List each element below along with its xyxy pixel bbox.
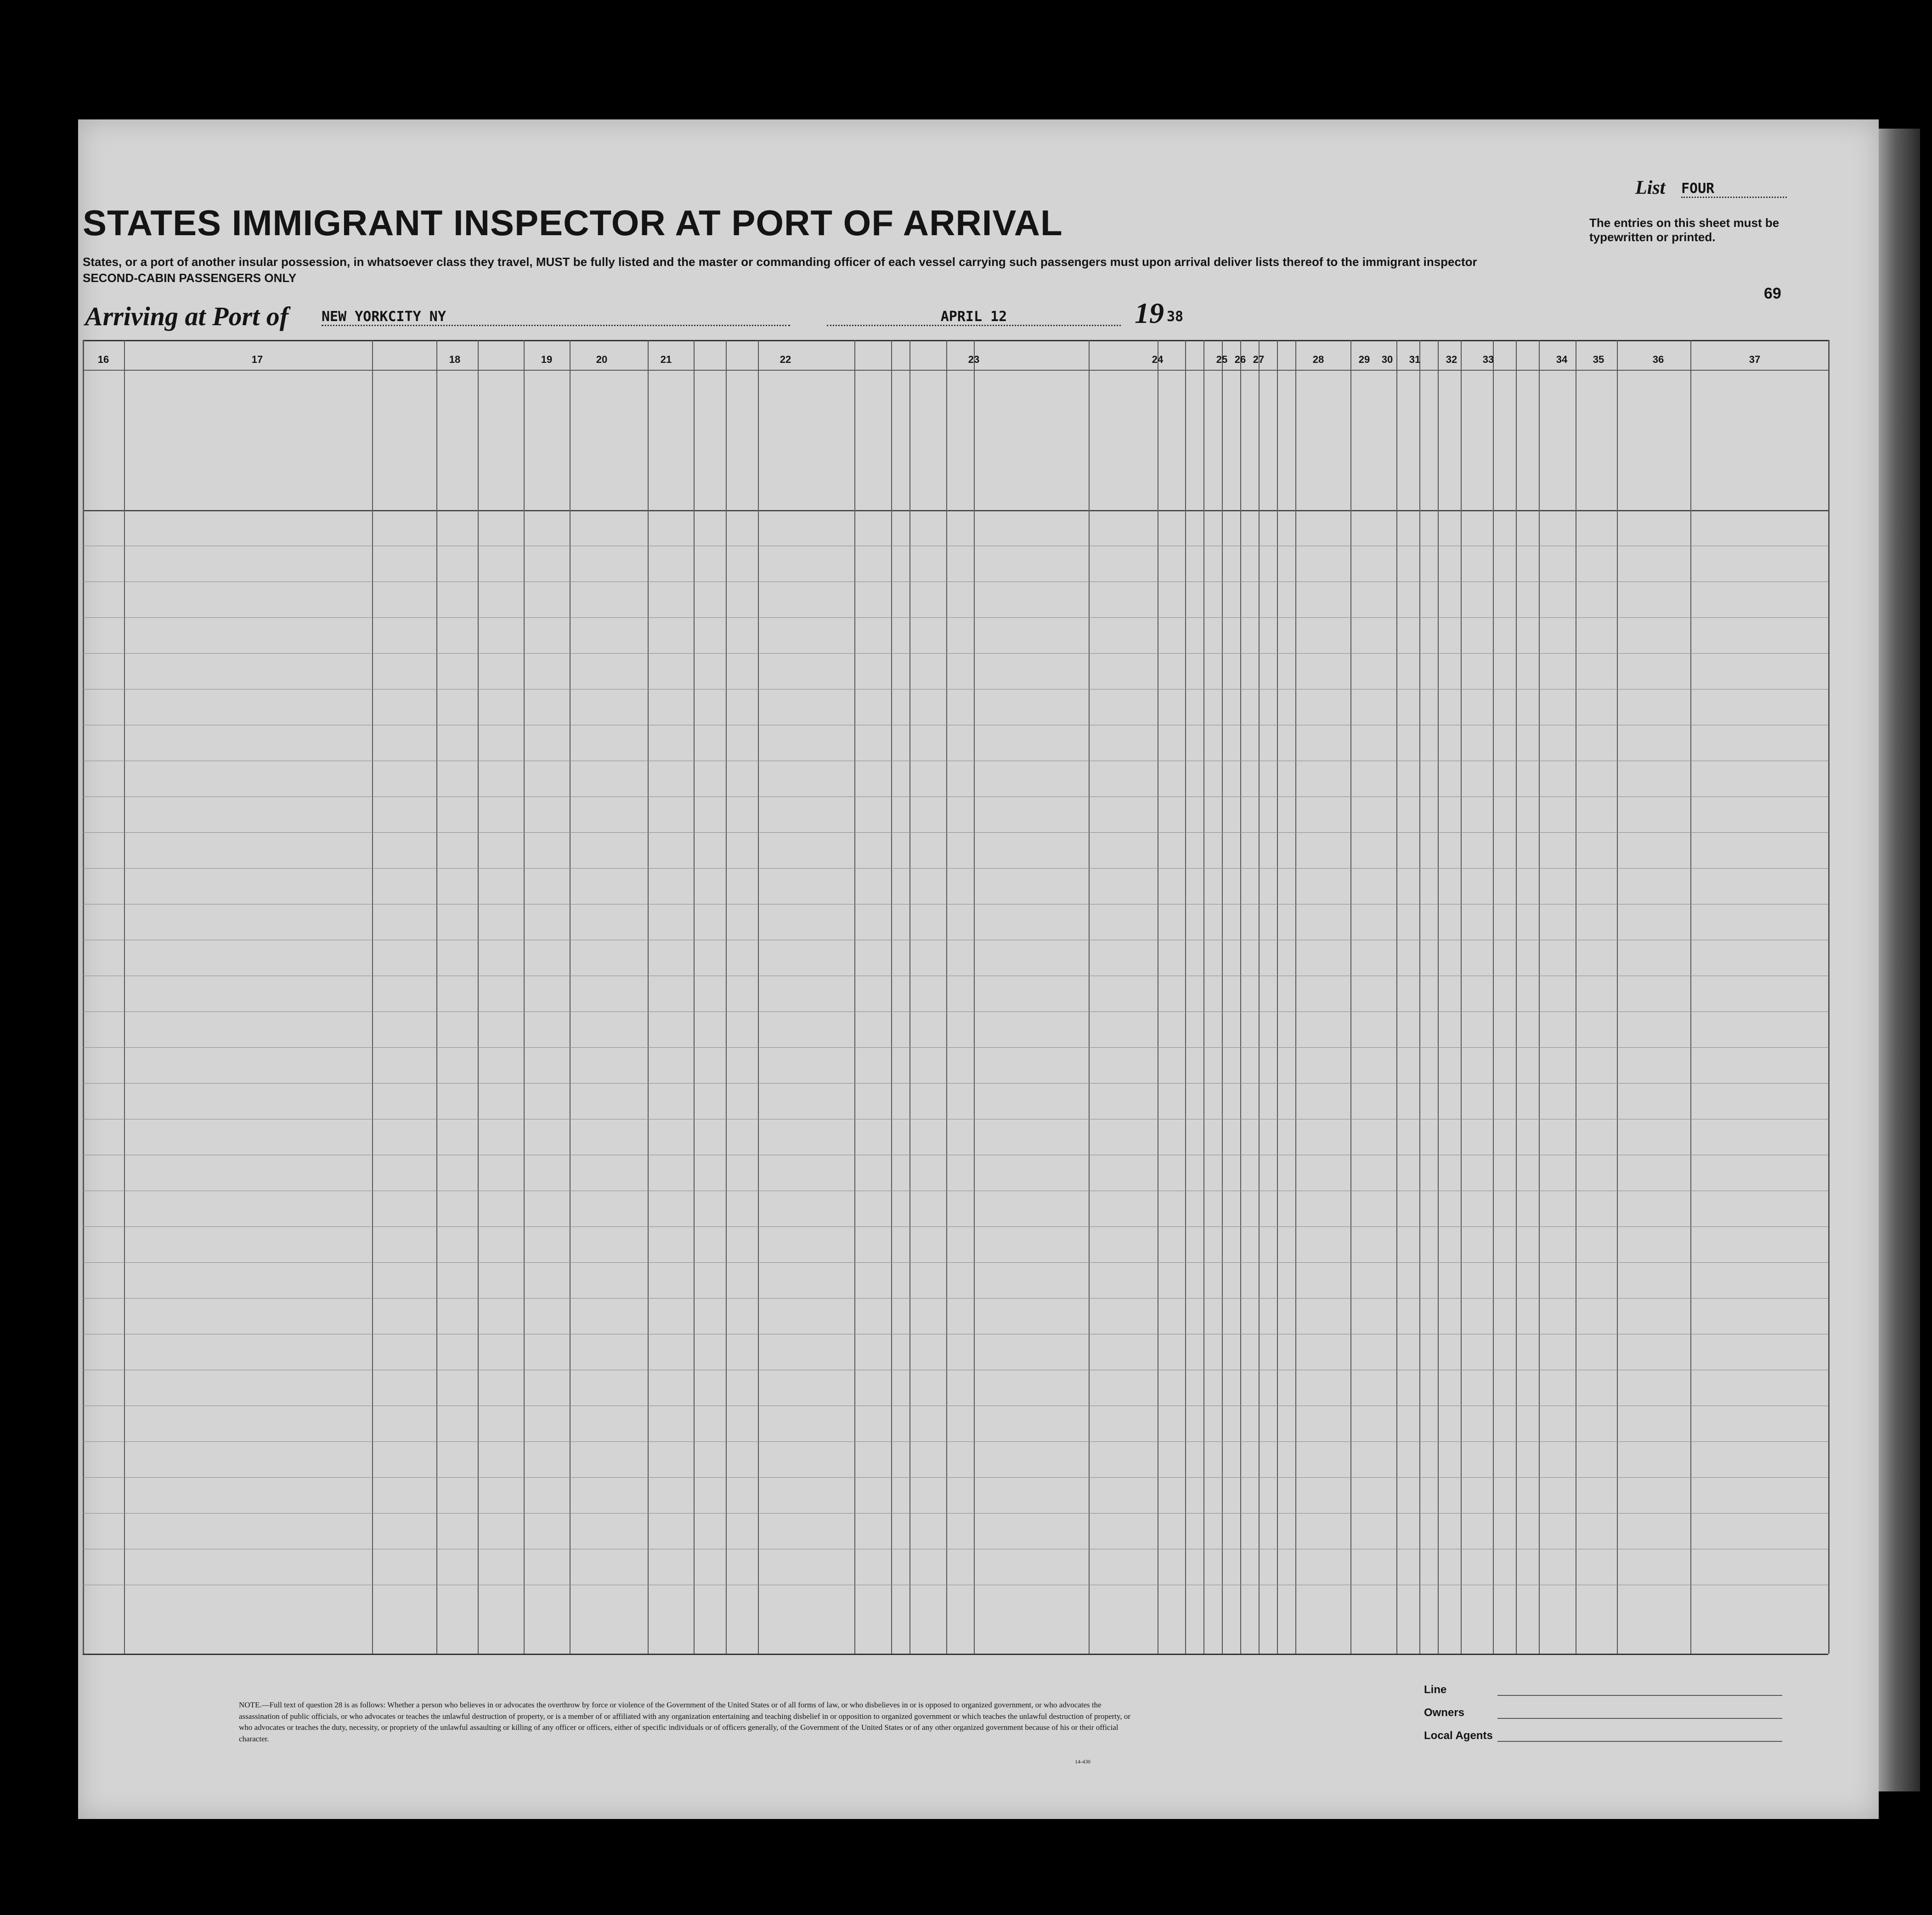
header-top-rule: [83, 340, 1828, 341]
column-number: 21: [660, 354, 672, 365]
list-label: List: [1635, 177, 1666, 198]
column-number: 28: [1312, 354, 1324, 365]
year-suffix: 38: [1167, 309, 1184, 325]
row-rule: [83, 832, 1828, 833]
year-prefix: 19: [1135, 297, 1164, 329]
form-number: 14-430: [1075, 1758, 1090, 1765]
punch-hole: [46, 317, 72, 343]
row-rule: [83, 1011, 1828, 1012]
typewritten-note: The entries on this sheet must be typewritten or printed.: [1589, 216, 1779, 244]
column-number: 37: [1749, 354, 1761, 365]
rotated-column-header: [1135, 381, 1153, 505]
row-rule: [83, 1477, 1828, 1478]
class-line: SECOND-CABIN PASSENGERS ONLY: [83, 271, 297, 285]
column-divider: [758, 340, 759, 1654]
row-rule: [83, 617, 1828, 618]
agents-field: [1497, 1741, 1782, 1742]
row-rule: [83, 653, 1828, 654]
arriving-label: Arriving at Port of: [85, 301, 289, 331]
rotated-column-header: [1261, 381, 1279, 505]
row-rule: [83, 1083, 1828, 1084]
column-divider: [1222, 340, 1223, 1654]
column-number: 22: [780, 354, 791, 365]
owners-label: Owners: [1424, 1706, 1465, 1719]
column-divider: [1203, 340, 1204, 1654]
page-title: STATES IMMIGRANT INSPECTOR AT PORT OF ARRIVAL: [83, 203, 1063, 243]
agents-label: Local Agents: [1424, 1729, 1493, 1742]
column-divider: [124, 340, 125, 1654]
sheet-number: 69: [1764, 285, 1781, 302]
column-number: 20: [596, 354, 608, 365]
column-divider: [1539, 340, 1540, 1654]
column-divider: [1516, 340, 1517, 1654]
column-number: 18: [449, 354, 461, 365]
column-number: 30: [1381, 354, 1393, 365]
row-rule: [83, 1262, 1828, 1263]
row-rule: [83, 1047, 1828, 1048]
column-divider: [1259, 340, 1260, 1654]
punch-hole: [46, 1171, 72, 1197]
column-number: 17: [251, 354, 263, 365]
column-divider: [372, 340, 373, 1654]
row-rule: [83, 1226, 1828, 1227]
column-number: 33: [1482, 354, 1494, 365]
column-divider: [891, 340, 892, 1654]
column-divider: [570, 340, 571, 1654]
rotated-column-header: [1353, 381, 1371, 505]
column-divider: [974, 340, 975, 1654]
owners-field: [1497, 1718, 1782, 1719]
column-divider: [946, 340, 947, 1654]
column-divider: [436, 340, 437, 1654]
rotated-column-header: [730, 377, 749, 501]
column-number: 23: [968, 354, 980, 365]
column-number: 27: [1253, 354, 1265, 365]
row-rule: [83, 1298, 1828, 1299]
column-divider: [1089, 340, 1090, 1654]
column-divider: [1185, 340, 1186, 1654]
column-number: 35: [1593, 354, 1604, 365]
column-divider: [854, 340, 855, 1654]
column-number: 34: [1556, 354, 1568, 365]
column-divider: [1295, 340, 1296, 1654]
column-divider: [694, 340, 695, 1654]
rotated-column-header: [1162, 381, 1181, 505]
rotated-column-header: [1300, 381, 1318, 505]
column-number: 29: [1358, 354, 1370, 365]
port-field: NEW YORKCITY NY: [322, 309, 790, 326]
punch-hole: [46, 1488, 72, 1514]
rotated-column-header: [528, 377, 547, 501]
column-divider: [648, 340, 649, 1654]
row-rule: [83, 1441, 1828, 1442]
table-bottom-rule: [83, 1654, 1828, 1655]
rotated-column-header: [1243, 381, 1261, 505]
column-number-rule: [83, 370, 1828, 371]
rotated-column-header: [1189, 381, 1207, 505]
rotated-column-header: [1399, 381, 1417, 505]
manifest-table: [83, 340, 1828, 1654]
column-divider: [1493, 340, 1494, 1654]
column-number: 24: [1152, 354, 1164, 365]
column-divider: [83, 340, 84, 1654]
column-divider: [1396, 340, 1397, 1654]
column-divider: [1350, 340, 1351, 1654]
column-divider: [1438, 340, 1439, 1654]
column-number: 19: [541, 354, 553, 365]
column-divider: [1240, 340, 1241, 1654]
column-number: 32: [1446, 354, 1457, 365]
line-label: Line: [1424, 1683, 1447, 1696]
column-divider: [1277, 340, 1278, 1654]
column-divider: [1419, 340, 1420, 1654]
rotated-column-header: [1224, 381, 1243, 505]
rotated-column-header: [1206, 381, 1224, 505]
rotated-column-header: [1580, 413, 1599, 537]
column-divider: [1461, 340, 1462, 1654]
column-divider: [726, 340, 727, 1654]
column-number: 31: [1409, 354, 1421, 365]
column-number: 36: [1652, 354, 1664, 365]
column-number: 16: [97, 354, 109, 365]
line-field: [1497, 1695, 1782, 1696]
column-divider: [1617, 340, 1618, 1654]
column-number: 26: [1234, 354, 1246, 365]
column-divider: [524, 340, 525, 1654]
column-divider: [1690, 340, 1691, 1654]
row-rule: [83, 1513, 1828, 1514]
book-spine: [1879, 129, 1920, 1791]
date-field: APRIL 12: [827, 309, 1121, 326]
footnote: NOTE.—Full text of question 28 is as follows: Whether a person who believes in or advocates the overthrow by force or violence of the Government of the United States or of all forms of law, or who disbelieves in or is opposed to organized government, or who advocates the assassination of public officials, or who advocates or teaches the unlawful destruction of property, or is a member of or affiliated with any organization entertaining and teaching disbelief in or opposition to organized government or which teaches the unlawful destruction of property, or who advocates or teaches the duty, necessity, or propriety of the unlawful assaulting or killing of any officer or officers, either of specific individuals or of officers generally, of the Government of the United States or of any other organized government because of his or their official character.: [239, 1700, 1131, 1743]
column-divider: [478, 340, 479, 1654]
subtitle: States, or a port of another insular possession, in whatsoever class they travel, MUST be fully listed and the master or commanding officer of each vessel carrying such passengers must upon arrival deliver lists thereof to the immigrant inspector: [83, 255, 1477, 269]
row-rule: [83, 868, 1828, 869]
column-divider: [1828, 340, 1830, 1654]
list-value: FOUR: [1681, 181, 1787, 198]
punch-hole: [46, 694, 72, 719]
column-number: 25: [1216, 354, 1228, 365]
